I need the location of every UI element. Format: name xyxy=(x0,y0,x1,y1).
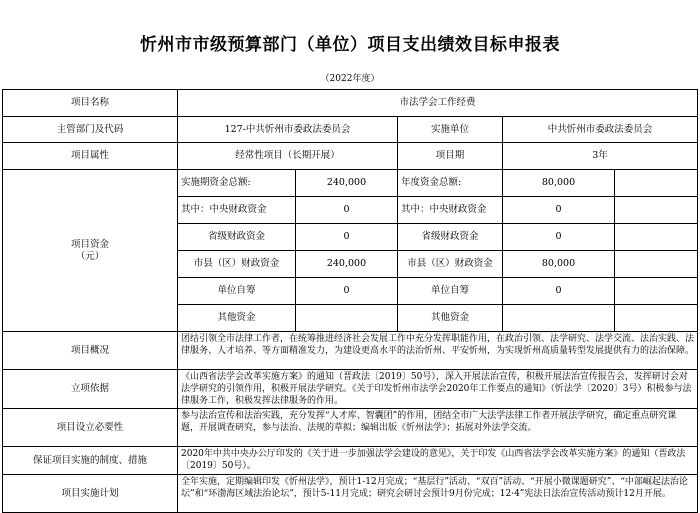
row-necessity xyxy=(3,409,698,447)
row-project-name xyxy=(3,90,698,117)
funds-provincial-label: 省级财政资金 xyxy=(178,224,296,251)
plan-cell xyxy=(178,475,698,513)
funds-label-cell xyxy=(3,170,178,332)
funds-local-value: 240,000 xyxy=(296,251,398,278)
funds-other-value xyxy=(296,305,398,332)
funds-unit: （元） xyxy=(75,250,105,262)
basis-label: 立项依据 xyxy=(3,370,178,409)
overview-text: 团结引领全市法律工作者，在统筹推进经济社会发展工作中充分发挥职能作用，在政治引领、法学研究、法学交流、法治实践、法律服务、人才培养、等方面精准发力，为建设更高水平的法治忻州、平安忻州，为实现忻州高质量转型发展提供有力的法治保障。 xyxy=(181,334,695,356)
necessity-text: 参与法治宣传和法治实践，充分发挥“人才库、智囊团”的作用，团结全市广大法学法律工作者开展法学研究，确定重点研究课题，开展调查研究，参与法治、法规的草拟；编辑出版《忻州法学》；拓展对外法学交流。 xyxy=(181,411,677,433)
empty-cell xyxy=(615,170,698,197)
annual-central-value: 0 xyxy=(503,197,615,224)
row-attribute xyxy=(3,143,698,170)
guarantee-text: 2020年中共中央办公厅印发的《关于进一步加强法学会建设的意见》，关于印发《山西省法学会改革实施方案》的通知（晋政法〔2019〕50号）。 xyxy=(181,449,686,471)
empty-cell xyxy=(615,197,698,224)
basis-text: 《山西省法学会改革实施方案》的通知（晋政法〔2019〕50号），深入开展法治宣传，积极开展法治宣传报告会，发挥研讨会对法学研究的引领作用，积极开展法学研究。《关于印发忻州市法学会2020年工作要点的通知》（忻法学〔2020〕3号）积极参与法律服务工作，积极发挥法律服务的作用。 xyxy=(181,372,692,406)
project-name-value: 市法学会工作经费 xyxy=(178,90,698,117)
annual-provincial-value: 0 xyxy=(503,224,615,251)
plan-label: 项目实施计划 xyxy=(3,475,178,513)
annual-self-label: 单位自筹 xyxy=(398,278,503,305)
funds-central-value: 0 xyxy=(296,197,398,224)
annual-total-label: 年度资金总额: xyxy=(398,170,503,197)
period-value: 3年 xyxy=(503,143,698,170)
implementing-unit-value: 中共忻州市委政法委员会 xyxy=(503,117,698,143)
row-department xyxy=(3,117,698,143)
funds-self-label: 单位自筹 xyxy=(178,278,296,305)
period-label: 项目期 xyxy=(398,143,503,170)
attribute-label: 项目属性 xyxy=(3,143,178,170)
funds-central-label: 其中：中央财政资金 xyxy=(178,197,296,224)
row-plan xyxy=(3,475,698,513)
department-value: 127-中共忻州市委政法委员会 xyxy=(178,117,398,143)
funds-total-label: 实施期资金总额: xyxy=(178,170,296,197)
empty-cell xyxy=(615,305,698,332)
funds-local-label: 市县（区）财政资金 xyxy=(178,251,296,278)
performance-goal-table xyxy=(2,89,698,513)
funds-provincial-value: 0 xyxy=(296,224,398,251)
row-overview xyxy=(3,332,698,370)
necessity-label: 项目设立必要性 xyxy=(3,409,178,447)
fiscal-year: （2022年度） xyxy=(320,74,380,84)
funds-total-value: 240,000 xyxy=(296,170,398,197)
necessity-cell xyxy=(178,409,698,447)
department-label: 主管部门及代码 xyxy=(3,117,178,143)
implementing-unit-label: 实施单位 xyxy=(398,117,503,143)
empty-cell xyxy=(615,224,698,251)
attribute-value: 经常性项目（长期开展） xyxy=(178,143,398,170)
funds-self-value: 0 xyxy=(296,278,398,305)
funds-label: 项目资金 xyxy=(70,238,109,250)
annual-provincial-label: 省级财政资金 xyxy=(398,224,503,251)
annual-local-label: 市县（区）财政资金 xyxy=(398,251,503,278)
annual-other-value xyxy=(503,305,615,332)
annual-self-value: 0 xyxy=(503,278,615,305)
empty-cell xyxy=(615,278,698,305)
row-guarantee xyxy=(3,447,698,475)
basis-cell xyxy=(178,370,698,409)
funds-other-label: 其他资金 xyxy=(178,305,296,332)
annual-central-label: 其中：中央财政资金 xyxy=(398,197,503,224)
page-title: 忻州市市级预算部门（单位）项目支出绩效目标申报表 xyxy=(140,35,560,55)
annual-total-value: 80,000 xyxy=(503,170,615,197)
empty-cell xyxy=(615,251,698,278)
annual-local-value: 80,000 xyxy=(503,251,615,278)
overview-cell xyxy=(178,332,698,370)
plan-text: 全年实施，定期编辑印发《忻州法学》，预计1-12月完成；“基层行”活动、“双百”活动、“开展小微课题研究”、“中部崛起法治论坛”和“环渤海区域法治论坛”，预计5-11月完成；研究会研讨会预计9月份完成；12·4”宪法日法治宣传活动预计12月开展。 xyxy=(181,477,688,499)
overview-label: 项目概况 xyxy=(3,332,178,370)
guarantee-label: 保证项目实施的制度、措施 xyxy=(3,447,178,475)
funds-row xyxy=(3,170,698,197)
project-name-label: 项目名称 xyxy=(3,90,178,117)
row-basis xyxy=(3,370,698,409)
annual-other-label: 其他资金 xyxy=(398,305,503,332)
guarantee-cell xyxy=(178,447,698,475)
